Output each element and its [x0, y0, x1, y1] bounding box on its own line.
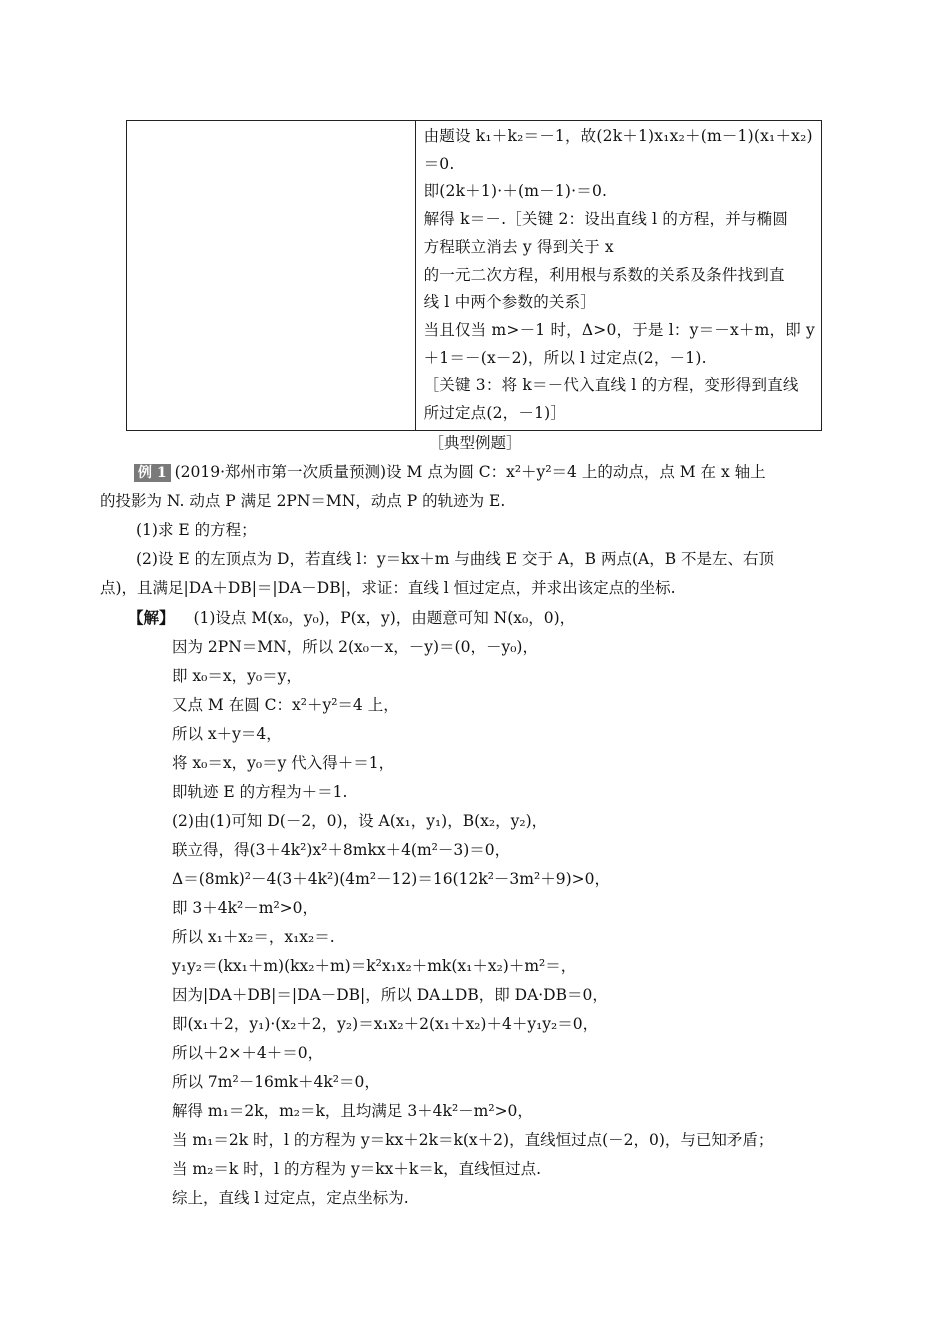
example-body: [100, 458, 836, 1213]
solution-line: 因为 2PN＝MN，所以 2(x₀－x，－y)＝(0，－y₀)，: [172, 638, 538, 656]
solution-line: 解得 m₁＝2k，m₂＝k，且均满足 3＋4k²－m²>0，: [172, 1102, 533, 1120]
table-line: 所过定点(2，－1)］: [423, 404, 567, 423]
solution-line: 所以＋2×＋4＋＝0，: [172, 1044, 324, 1062]
table-left-cell: [127, 121, 416, 430]
solution-line: 所以 x＋y＝4，: [172, 725, 282, 743]
solution-line: Δ＝(8mk)²－4(3＋4k²)(4m²－12)＝16(12k²－3m²＋9)>0，: [172, 870, 610, 888]
solution-line: 即(x₁＋2，y₁)·(x₂＋2，y₂)＝x₁x₂＋2(x₁＋x₂)＋4＋y₁y₂＝0，: [172, 1015, 599, 1033]
table-line: 解得 k＝－.［关键 2：设出直线 l 的方程，并与椭圆: [423, 210, 789, 229]
solution-line: 又点 M 在圆 C：x²＋y²＝4 上，: [172, 696, 399, 714]
table-line: ［关键 3：将 k＝－代入直线 l 的方程，变形得到直线: [423, 376, 799, 395]
example-text: (2019·郑州市第一次质量预测)设 M 点为圆 C：x²＋y²＝4 上的动点，点 M 在 x 轴上: [174, 463, 766, 481]
solution-text: (1)设点 M(x₀，y₀)，P(x，y)，由题意可知 N(x₀，0)，: [193, 609, 576, 627]
table-line: 即(2k＋1)·＋(m－1)·＝0.: [423, 182, 608, 201]
solution-line: y₁y₂＝(kx₁＋m)(kx₂＋m)＝k²x₁x₂＋mk(x₁＋x₂)＋m²＝，: [172, 957, 577, 975]
solution-line: (2)由(1)可知 D(－2，0)，设 A(x₁，y₁)，B(x₂，y₂)，: [172, 812, 548, 830]
table-right-cell: [416, 121, 821, 430]
solution-line: 当 m₂＝k 时，l 的方程为 y＝kx＋k＝k，直线恒过点.: [172, 1160, 542, 1178]
question-2-cont: 点)，且满足|DA＋DB|＝|DA－DB|，求证：直线 l 恒过定点，并求出该定点的坐标.: [100, 579, 676, 597]
section-title: ［典型例题］: [428, 434, 522, 452]
example-line: [100, 458, 836, 487]
solution-line: 即 x₀＝x，y₀＝y，: [172, 667, 302, 685]
solution-line: 即轨迹 E 的方程为＋＝1.: [172, 783, 348, 801]
table-line: ＝0.: [423, 154, 455, 173]
table-line: 线 l 中两个参数的关系］: [423, 293, 596, 312]
solution-line: 即 3＋4k²－m²>0，: [172, 899, 319, 917]
table-line: 由题设 k₁＋k₂＝－1，故(2k＋1)x₁x₂＋(m－1)(x₁＋x₂): [423, 127, 813, 145]
question-2: (2)设 E 的左顶点为 D，若直线 l：y＝kx＋m 与曲线 E 交于 A，B 两点(A，B 不是左、右顶: [136, 550, 775, 568]
solution-table: [126, 120, 822, 431]
solution-line: 因为|DA＋DB|＝|DA－DB|，所以 DA⊥DB，即 DA·DB＝0，: [172, 986, 608, 1004]
solution-tag: 【解】: [128, 608, 175, 627]
table-line: 的一元二次方程，利用根与系数的关系及条件找到直: [423, 265, 785, 284]
solution-line: 联立得，得(3＋4k²)x²＋8mkx＋4(m²－3)＝0，: [172, 841, 511, 859]
example-badge: 例 1: [134, 464, 171, 482]
solution-line: 所以 x₁＋x₂＝，x₁x₂＝.: [172, 928, 335, 946]
question-1: (1)求 E 的方程；: [136, 521, 257, 539]
example-line: 的投影为 N. 动点 P 满足 2PN＝MN，动点 P 的轨迹为 E.: [100, 492, 506, 510]
solution-line: 综上，直线 l 过定点，定点坐标为.: [172, 1189, 409, 1207]
table-line: 当且仅当 m>－1 时，Δ>0，于是 l：y＝－x＋m，即 y: [423, 320, 815, 339]
table-line: 方程联立消去 y 得到关于 x: [423, 237, 614, 256]
solution-line: 所以 7m²－16mk＋4k²＝0，: [172, 1073, 380, 1091]
table-line: ＋1＝－(x－2)，所以 l 过定点(2，－1).: [423, 348, 707, 367]
solution-line: 将 x₀＝x，y₀＝y 代入得＋＝1，: [172, 754, 395, 772]
solution-line: [128, 603, 836, 633]
solution-line: 当 m₁＝2k 时，l 的方程为 y＝kx＋2k＝k(x＋2)，直线恒过点(－2，0)，与已知矛盾；: [172, 1131, 774, 1149]
